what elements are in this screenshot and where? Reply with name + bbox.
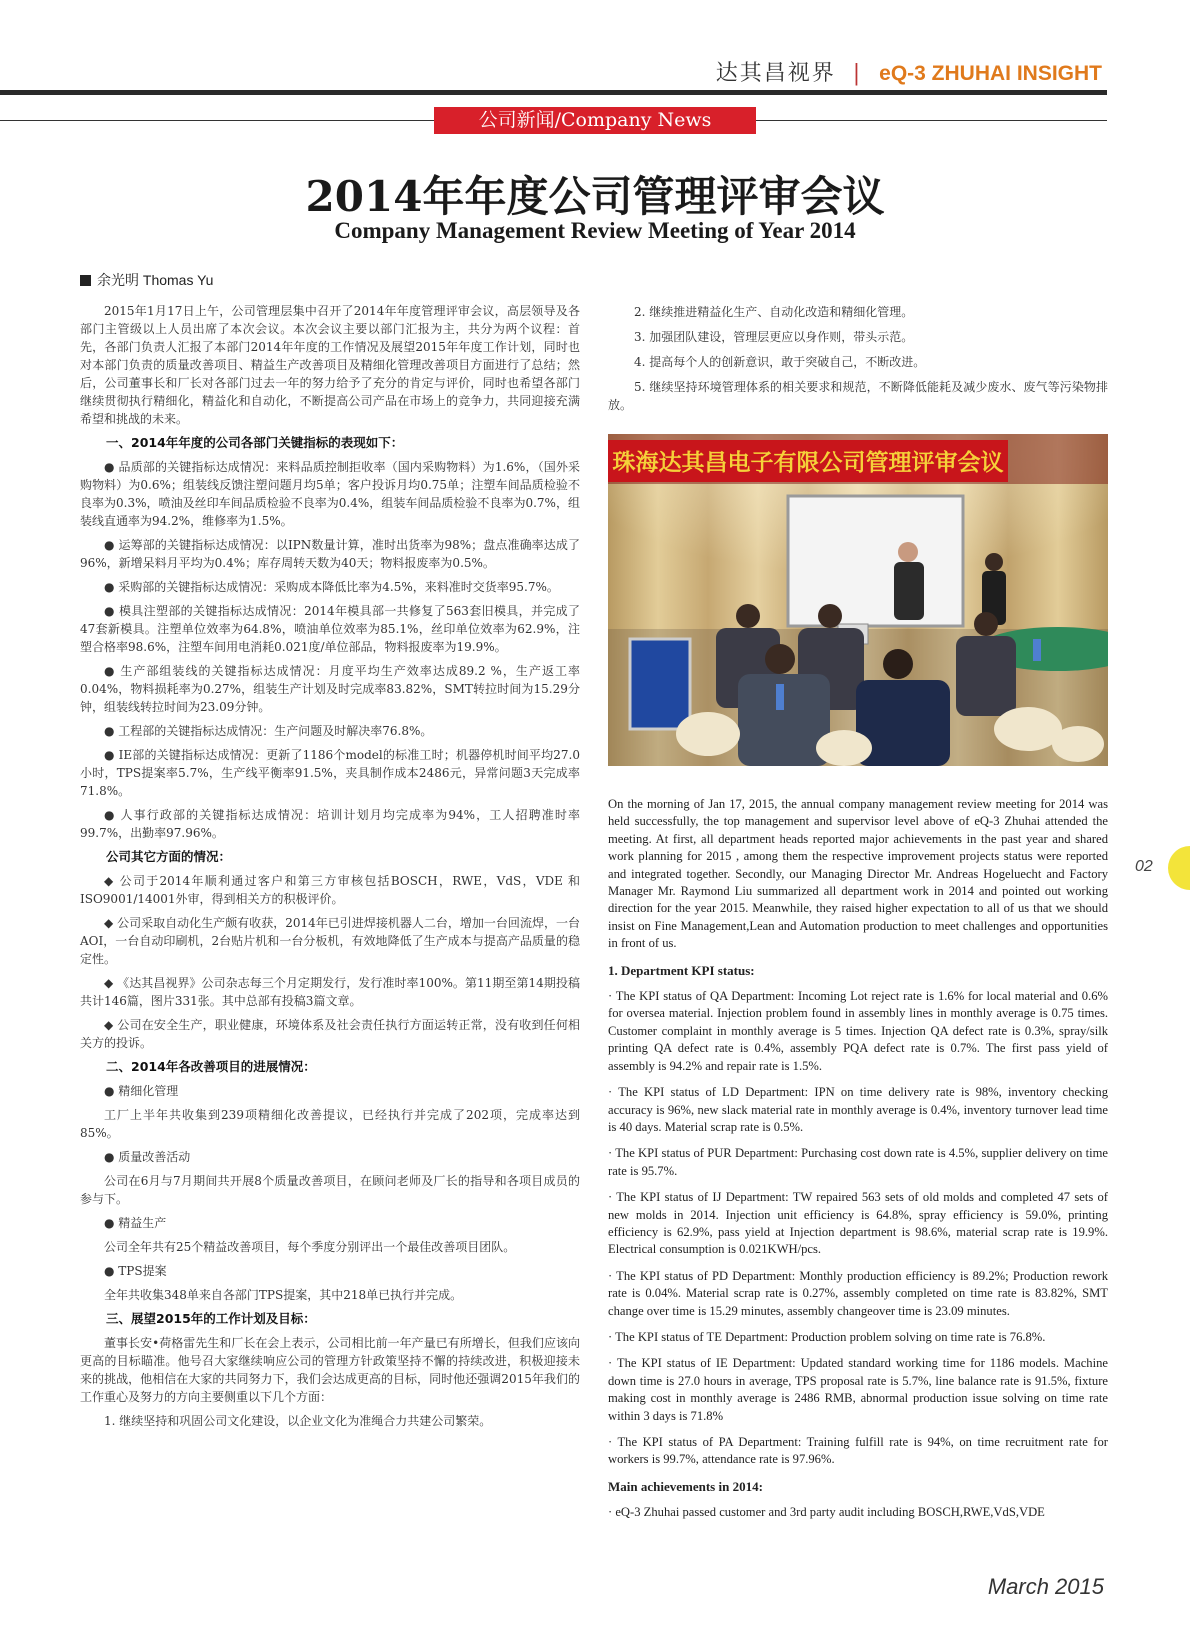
improvement-text: 全年共收集348单来自各部门TPS提案，其中218单已执行并完成。 <box>104 1288 463 1302</box>
heading-achievements-en: Main achievements in 2014: <box>608 1478 763 1494</box>
author-square-icon <box>80 275 91 286</box>
right-top-column <box>608 303 1108 421</box>
kpi-item-en: · The KPI status of LD Department: IPN on time delivery rate is 98%, inventory checking accuracy is 96%, new slack material rate in monthly average is 0.4%, inventory turnover lead time is 40 days. Material scrap rate is 0.5%. <box>608 1085 1108 1134</box>
meeting-photo-illustration <box>608 434 1108 766</box>
kpi-item-en: · The KPI status of TE Department: Production problem solving on time rate is 76.8%. <box>608 1329 1046 1344</box>
kpi-item-en: · The KPI status of IE Department: Updated standard working time for 1186 models. Machine down time is 27.0 hours in average, TPS proposal rate is 5.7%, line balance rate is 91.5%, fixture making cost in monthly average is 2486 RMB, abnormal production issue solving on time rate within 3 days is 71.8% <box>608 1356 1108 1423</box>
page-number: 02 <box>1135 858 1153 875</box>
section-tag-cn: 公司新闻 <box>478 109 555 131</box>
banner-text: 珠海达其昌电子有限公司管理评审会议 <box>612 449 1004 476</box>
meeting-photo <box>608 434 1108 766</box>
attendee <box>956 636 1016 716</box>
kpi-item-en: · The KPI status of PA Department: Training fulfill rate is 94%, on time recruitment rate for workers is 99.7%, attendance rate is 97.96%. <box>608 1435 1108 1467</box>
improvement-title: ● TPS提案 <box>104 1264 167 1278</box>
heading-kpi-en: 1. Department KPI status: <box>608 962 755 978</box>
improvement-title: ● 精益生产 <box>104 1216 167 1230</box>
kpi-item: ● 品质部的关键指标达成情况：来料品质控制拒收率（国内采购物料）为1.6%，（国外采购物料）为0.6%；组装线反馈注塑问题月均5单；客户投诉月均0.75单；注塑车间品质检验不良率为0.3%，喷油及丝印车间品质检验不良率为0.4%，组装车间品质检验不良率为0.7%，组装线直通率为94.2%，维修率为1.5%。 <box>80 460 580 528</box>
other-item: ◆ 公司采取自动化生产颇有收获，2014年已引进焊接机器人二台，增加一台回流焊，一台AOI，一台自动印刷机，2台贴片机和一台分板机，有效地降低了生产成本与提高产品质量的稳定性。 <box>80 916 580 966</box>
magazine-header <box>716 56 1102 87</box>
heading-other-cn: 公司其它方面的情况： <box>106 849 232 864</box>
other-item: ◆ 《达其昌视界》公司杂志每三个月定期发行，发行准时率100%。第11期至第14期投稿共计146篇，图片331张。其中总部有投稿3篇文章。 <box>80 976 580 1008</box>
article-title-cn: 2014年年度公司管理评审会议 <box>305 172 885 221</box>
kpi-item-en: · The KPI status of PD Department: Monthly production efficiency is 89.2%; Production rework rate is 0.04%. Material scrap rate is 0.27%, assembly completed on time rate is 83.82%, SMT change over time is 15.29 minutes, assembly changeover time is 23.09 minutes. <box>608 1268 1108 1318</box>
other-item: ◆ 公司在安全生产，职业健康，环境体系及社会责任执行方面运转正常，没有收到任何相关方的投诉。 <box>80 1018 580 1050</box>
author-line <box>80 270 213 290</box>
kpi-item: ● 采购部的关键指标达成情况：采购成本降低比率为4.5%，来料准时交货率95.7%。 <box>104 580 559 594</box>
equipment-case <box>630 639 690 729</box>
article-title-en: Company Management Review Meeting of Year 2014 <box>334 218 856 243</box>
section-tag-en: /Company News <box>554 109 712 131</box>
heading-outlook-cn: 三、展望2015年的工作计划及目标： <box>106 1311 316 1326</box>
speaker <box>894 562 924 620</box>
right-english-column <box>608 796 1108 1531</box>
improvement-title: ● 精细化管理 <box>104 1084 179 1098</box>
section-tag <box>434 107 756 134</box>
header-separator: | <box>852 61 863 86</box>
kpi-item-en: · The KPI status of IJ Department: TW repaired 563 sets of old molds and completed 47 sets of new molds in 2014. Injection unit efficiency is 64.8%, spray efficiency is 59.0%, printing efficiency is 62.9%, pass yield at Injection department is 98.6%, material scrap rate is 19.9%. Electrical consumption is 0.021KWH/pcs. <box>608 1190 1108 1257</box>
header-rule-thick <box>0 90 1107 95</box>
improvement-text: 公司全年共有25个精益改善项目，每个季度分别评出一个最佳改善项目团队。 <box>104 1240 516 1254</box>
kpi-item-en: · The KPI status of QA Department: Incoming Lot reject rate is 1.6% for local material and 0.6% for oversea material. Injection problem found in assembly lines in monthly average is 0.75 times. Customer complaint in monthly average is 5 times. Injection QA defect rate is 0.3%, spray/silk printing QA defect rate is 0.4%, assembly PQA defect rate is 0.7%. The first pass yield of assembly is 94.2% and repair rate is 1.5%. <box>608 989 1108 1073</box>
magazine-title-en: eQ-3 ZHUHAI INSIGHT <box>879 62 1102 85</box>
intro-paragraph: 2015年1月17日上午，公司管理层集中召开了2014年年度管理评审会议，高层领导及各部门主管级以上人员出席了本次会议。本次会议主要以部门汇报为主，共分为两个议程：首先，各部门负责人汇报了本部门2014年年度的工作情况及展望2015年年度工作计划，同时也对本部门负责的质量改善项目、精益生产改善项目及精细化管理改善项目方面进行了总结；然后，公司董事长和厂长对各部门过去一年的努力给予了充分的肯定与评价，同时也希望各部门继续贯彻执行精细化，精益化和自动化，不断提高公司产品在市场上的竞争力，共同迎接充满希望和挑战的未来。 <box>80 304 580 426</box>
other-item: ◆ 公司于2014年顺利通过客户和第三方审核包括BOSCH，RWE，VdS，VDE 和ISO9001/14001外审，得到相关方的积极评价。 <box>80 874 580 906</box>
kpi-item: ● 人事行政部的关键指标达成情况：培训计划月均完成率为94%，工人招聘准时率99.7%，出勤率97.96%。 <box>80 808 580 840</box>
plan-item: 1. 继续坚持和巩固公司文化建设，以企业文化为准绳合力共建公司繁荣。 <box>104 1414 492 1428</box>
projection-screen <box>788 496 963 626</box>
heading-kpi-cn: 一、2014年年度的公司各部门关键指标的表现如下： <box>106 435 404 450</box>
magazine-title-cn: 达其昌视界 <box>715 61 836 86</box>
kpi-item: ● 工程部的关键指标达成情况：生产问题及时解决率76.8%。 <box>104 724 433 738</box>
improvement-text: 公司在6月与7月期间共开展8个质量改善项目，在顾问老师及厂长的指导和各项目成员的参与下。 <box>80 1174 580 1206</box>
outlook-paragraph: 董事长安•荷格雷先生和厂长在会上表示，公司相比前一年产量已有所增长，但我们应该向更高的目标瞄准。他号召大家继续响应公司的管理方针政策坚持不懈的持续改进，积极迎接未来的挑战，他相信在大家的共同努力下，我们会达成更高的目标，同时他还强调2015年我们的工作重心及努力的方向主要侧重以下几个方面： <box>80 1336 580 1404</box>
kpi-item-en: · The KPI status of PUR Department: Purchasing cost down rate is 4.5%, supplier delivery on time rate is 95.7%. <box>608 1146 1108 1178</box>
plan-item: 3. 加强团队建设，管理层更应以身作则，带头示范。 <box>634 330 914 344</box>
kpi-item: ● IE部的关键指标达成情况：更新了1186个model的标准工时；机器停机时间平均27.0小时，TPS提案率5.7%，生产线平衡率91.5%，夹具制作成本2486元，异常问题3天完成率71.8%。 <box>80 748 580 798</box>
plan-item: 5. 继续坚持环境管理体系的相关要求和规范，不断降低能耗及减少废水、废气等污染物排放。 <box>608 380 1108 412</box>
plan-item: 2. 继续推进精益化生产、自动化改造和精细化管理。 <box>634 305 914 319</box>
improvement-title: ● 质量改善活动 <box>104 1150 191 1164</box>
page-tab <box>1168 846 1190 890</box>
kpi-item: ● 模具注塑部的关键指标达成情况：2014年模具部一共修复了563套旧模具，并完成了47套新模具。注塑单位效率为64.8%，喷油单位效率为85.1%，丝印单位效率为62.9%，注塑合格率98.6%，注塑车间用电消耗0.021度/单位部品，物料报废率为19.9%。 <box>80 604 580 654</box>
improvement-text: 工厂上半年共收集到239项精细化改善提议，已经执行并完成了202项，完成率达到85%。 <box>80 1108 580 1140</box>
achievement-item-en: · eQ-3 Zhuhai passed customer and 3rd party audit including BOSCH,RWE,VdS,VDE <box>608 1505 1045 1520</box>
issue-date: March 2015 <box>987 1574 1104 1599</box>
heading-improvements-cn: 二、2014年各改善项目的进展情况： <box>106 1059 316 1074</box>
left-column <box>80 302 580 1436</box>
plan-item: 4. 提高每个人的创新意识，敢于突破自己，不断改进。 <box>634 355 926 369</box>
intro-english: On the morning of Jan 17, 2015, the annual company management review meeting for 2014 was held successfully, the top management and supervisor level above of eQ-3 Zhuhai attended the meeting. At first, all department heads reported major achievements in the past year and shared work planning for 2015 , among them the respective improvement projects status were reported and integrated together. Secondly, our Managing Director Mr. Andreas Hogeluecht and Factory Manager Mr. Raymond Liu summarized all department work in 2014 and pointed out working direction for the year 2015. Meanwhile, they raised higher expectation to all of us that we should insist on Fine Management,Lean and Automation production to meet challenges and opportunities in front of us. <box>608 797 1108 951</box>
author-name: 余光明 Thomas Yu <box>97 272 214 288</box>
kpi-item: ● 生产部组装线的关键指标达成情况：月度平均生产效率达成89.2 %，生产返工率0.04%，物料损耗率为0.27%，组装生产计划及时完成率83.82%，SMT转拉时间为15.29分钟，组装线转拉时间为23.09分钟。 <box>80 664 580 714</box>
kpi-item: ● 运筹部的关键指标达成情况：以IPN数量计算，准时出货率为98%；盘点准确率达成了96%，新增呆料月平均为0.4%；库存周转天数为40天；物料报废率为0.5%。 <box>80 538 580 570</box>
